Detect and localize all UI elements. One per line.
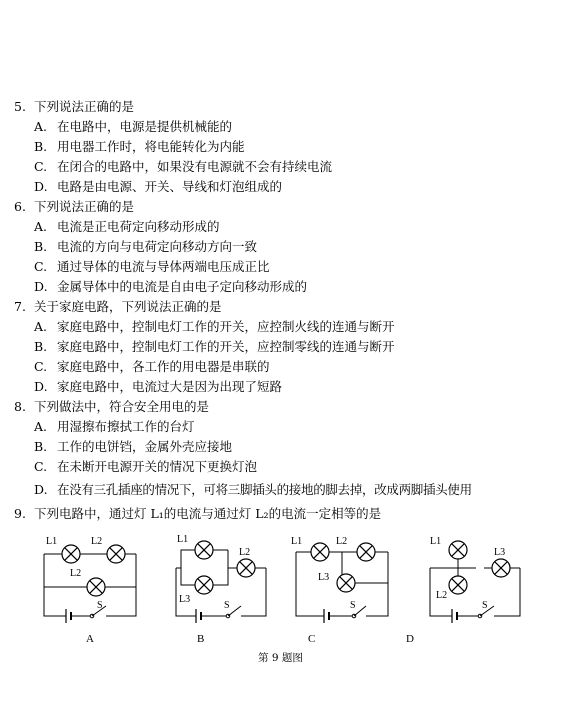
lamp-label-c-l3: L3 <box>318 572 330 583</box>
circuit-label-b: B <box>197 633 205 645</box>
circuit-label-c: C <box>308 633 316 645</box>
circuit-label-a: A <box>86 633 94 645</box>
lamp-label-d-l3: L3 <box>494 547 506 558</box>
lamp-label-a-l2: L2 <box>91 536 103 547</box>
lamp-label-d-l2: L2 <box>436 590 448 601</box>
lamp-label-b-l2: L2 <box>239 547 251 558</box>
circuit-label-d: D <box>406 633 414 645</box>
exam-page: 5. 下列说法正确的是 A. 在电路中，电源是提供机械能的 B. 用电器工作时，将电能转化为内能 C. 在闭合的电路中，如果没有电源就不会有持续电流 D. 电路是由电源、开关、导线和灯泡组成的 6. 下列说法正确的是 A. 电流是正电荷定向移动形成的 B. 电流的方向与电荷定向移动方向一致 C. 通过导体的电流与导体两端电压成正比 D. 金属导体中的电流是自由电子定向移动形成的 7. 关于家庭电路，下列说法正确的是 A. 家庭电路中，控制电灯工作的开关，应控制火线的连通与断开 B. 家庭电路中，控制电灯工作的开关，应控制零线的连通与断开 C. 家庭电路中，各工作的用电器是串联的 D. 家庭电路中，电流过大是因为出现了短路 8. 下列做法中，符合安全用电的是 A. 用湿擦布擦拭工作的台灯 B. 工作的电饼铛，金属外壳应接地 C. 在未断开电源开关的情况下更换灯泡 D. 在没有三孔插座的情况下，可将三脚插头的接地的脚去掉，改成两脚插头使用 9. 下列电路中，通过灯 L₁的电流与通过灯 L₂的电流一定相等的是 L1 L2 L2 S L1 L2 L3 S L1 L2 L3 S L1 L3 L2 S A B C D 第 9 题图 <box>0 0 563 708</box>
circuit-diagrams <box>36 530 536 650</box>
lamp-label-a-l1: L1 <box>46 536 58 547</box>
switch-label-d: S <box>482 600 488 611</box>
circuit-a <box>44 545 136 623</box>
lamp-label-b-l3: L3 <box>179 594 191 605</box>
switch-label-c: S <box>350 600 356 611</box>
circuit-c <box>296 543 388 623</box>
circuit-d <box>430 541 520 623</box>
lamp-label-b-l1: L1 <box>177 534 189 545</box>
lamp-label-c-l2: L2 <box>336 536 348 547</box>
lamp-label-c-l1: L1 <box>291 536 303 547</box>
figure-caption: 第 9 题图 <box>258 652 303 664</box>
switch-label-b: S <box>224 600 230 611</box>
lamp-label-a-l3: L2 <box>70 568 82 579</box>
circuit-b <box>176 541 266 623</box>
switch-label-a: S <box>97 600 103 611</box>
lamp-label-d-l1: L1 <box>430 536 442 547</box>
